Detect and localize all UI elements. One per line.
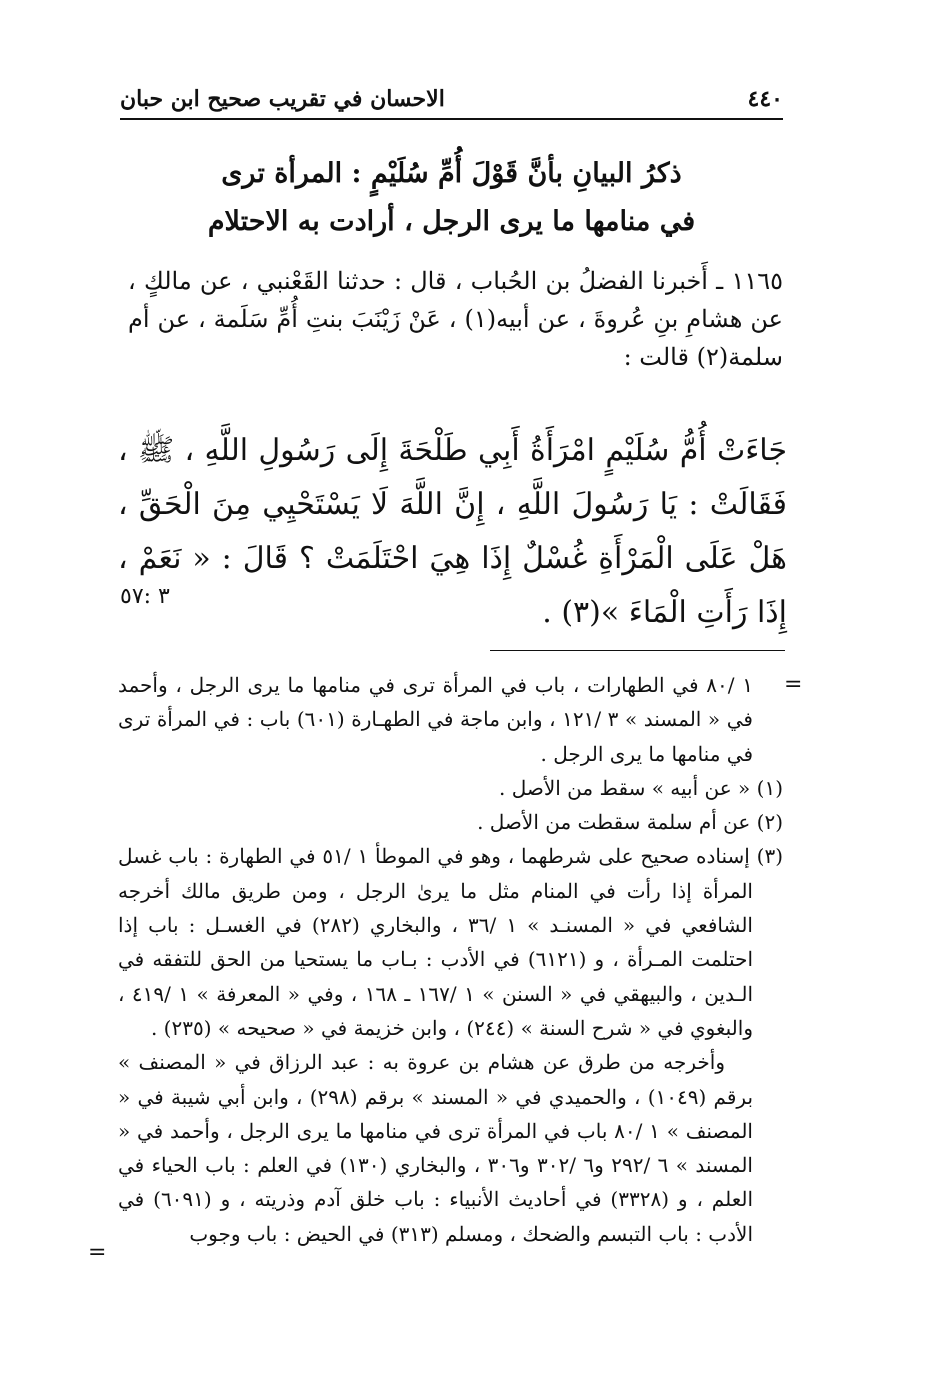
continuation-mark-bottom: =	[88, 1240, 107, 1265]
footnote-separator	[490, 650, 785, 651]
footnotes	[118, 668, 783, 1251]
chapter-heading-line-1: ذكرُ البيانِ بأنَّ قَوْلَ أُمِّ سُلَيْمٍ : المرأة ترى	[221, 158, 682, 189]
footnote-2: (٢) عن أم سلمة سقطت من الأصل .	[477, 810, 783, 835]
header-rule	[120, 118, 783, 120]
chapter-heading-line-2: في منامها ما يرى الرجل ، أرادت به الاحتلام	[207, 206, 696, 237]
footnote-3-paragraph-2: وأخرجه من طرق عن هشام بن عروة به : عبد الرزاق في « المصنف » برقم (١٠٤٩) ، والحميدي في « المسند » برقم (٢٩٨) ، وابن أبي شيبة في « المصنف » ١ /٨٠ باب في المرأة ترى في منامها ما يرى الرجل ، وأحمد في « المسند » ٦ /٢٩٢ و٦ /٣٠٢ و٣٠٦ ، والبخاري (١٣٠) في العلم : باب الحياء في العلم ، و (٣٣٢٨) في أحاديث الأنبياء : باب خلق آدم وذريته ، و (٦٠٩١) في الأدب : باب التبسم والضحك ، ومسلم (٣١٣) في الحيض : باب وجوب	[118, 1050, 754, 1246]
footnote-3: (٣) إسناده صحيح على شرطهما ، وهو في الموطأ ١ /٥١ في الطهارة : باب غسل المرأة إذا رأت في المنام مثل ما يرىٰ الرجل ، ومن طريق مالك أخرجه الشافعي في « المسنـد » ١ /٣٦ ، والبخاري (٢٨٢) في الغسـل : باب إذا احتلمت المـرأة ، و (٦١٢١) في الأدب : بـاب ما يستحيا من الحق للتفقه في الـدين ، والبيهقي في « السنن » ١ /١٦٧ ـ ١٦٨ ، وفي « المعرفة » ١ /٤١٩ ، والبغوي في « شرح السنة » (٢٤٤) ، وابن خزيمة في « صحيحه » (٢٣٥) .	[118, 844, 783, 1040]
footnote-1: (١) « عن أبيه » سقط من الأصل .	[499, 775, 783, 800]
continuation-mark-top: =	[784, 672, 803, 697]
hadith-isnad: ١١٦٥ ـ أَخبرنا الفضلُ بن الحُباب ، قال : حدثنا القَعْنبي ، عن مالكٍ ، عن هشامِ بنِ عُروةَ ، عن أبيه(١) ، عَنْ زَيْنَبَ بنتِ أُمِّ سَلَمة ، عن أم سلمة(٢) قالت :	[128, 267, 783, 371]
page-number: ٤٤٠	[747, 86, 783, 112]
chapter-heading	[120, 150, 783, 246]
hadith-matn: جَاءَتْ أُمُّ سُلَيْمٍ امْرَأَةُ أَبِي طَلْحَةَ إِلَى رَسُولِ اللَّهِ ، ﷺ ، فَقَالَتْ : يَا رَسُولَ اللَّهِ ، إِنَّ اللَّهَ لَا يَسْتَحْيِي مِنَ الْحَقِّ ، هَلْ عَلَى الْمَرْأَةِ غُسْلٌ إِذَا هِيَ احْتَلَمَتْ ؟ قَالَ : « نَعَمْ ، إِذَا رَأَتِ الْمَاءَ »(٣) .	[118, 433, 787, 630]
running-header	[120, 82, 783, 116]
reference-code: ٣ :٥٧	[120, 584, 170, 609]
book-title: الاحسان في تقريب صحيح ابن حبان	[120, 86, 445, 112]
footnote-carryover: ١ /٨٠ في الطهارات ، باب في المرأة ترى في منامها ما يرى الرجل ، وأحمد في « المسند » ٣ /١٢١ ، وابن ماجة في الطهـارة (٦٠١) باب : في المرأة ترى في منامها ما يرى الرجل .	[118, 673, 753, 766]
